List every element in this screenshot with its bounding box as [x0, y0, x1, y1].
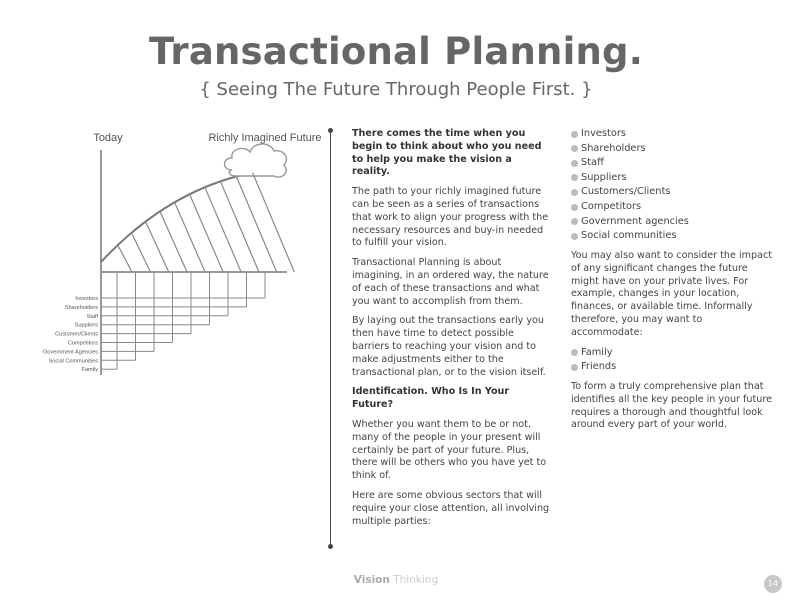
paragraph-private-lives: You may also want to consider the impact of any significant changes the future might have on your private lives. For example, changes in your location, finances, or available time. Informally therefore, you may want to accommodate: — [571, 249, 772, 338]
cloud-icon — [225, 144, 287, 177]
party-label: Investors — [75, 296, 98, 302]
divider-top-dot — [328, 128, 333, 133]
label-today: Today — [93, 132, 123, 144]
party-connector-lines — [101, 272, 265, 369]
transaction-hatch-line — [220, 181, 259, 272]
transaction-hatch-line — [236, 177, 276, 273]
page-number-badge: 14 — [764, 575, 782, 593]
private-list — [571, 347, 776, 374]
intro-paragraph: There comes the time when you begin to think about who you need to help you make the vision a reality. — [352, 128, 542, 178]
text-column-1 — [352, 128, 552, 535]
paragraph-path: The path to your richly imagined future can be seen as a series of transactions that work to align your progress with the necessary resources and buy-in needed to fulfill your vision. — [352, 186, 549, 249]
list-item: Staff — [571, 157, 776, 170]
party-label: Competitors — [67, 340, 98, 347]
party-label: Government Agencies — [42, 349, 98, 356]
transaction-hatch-line — [190, 194, 224, 272]
footer-brand-thinking: Thinking — [393, 574, 439, 586]
text-column-2 — [571, 128, 776, 439]
paragraph-comprehensive: To form a truly comprehensive plan that identifies all the key people in your future requires a thorough and thoughtful look around every part of your world. — [571, 380, 772, 431]
column-divider — [330, 130, 331, 546]
party-label: Social Communities — [48, 358, 98, 365]
list-item: Social communities — [571, 230, 776, 243]
party-label: Family — [81, 367, 98, 374]
list-item: Government agencies — [571, 216, 776, 229]
paragraph-definition: Transactional Planning is about imagining, in an ordered way, the nature of each of these transactions and what you want to accomplish from them. — [352, 257, 549, 307]
footer-brand-vision: Vision — [353, 574, 390, 586]
list-item: Competitors — [571, 201, 776, 214]
transaction-hatch-line — [146, 222, 169, 272]
list-item: Family — [571, 347, 776, 360]
transaction-hatch-line — [175, 202, 206, 272]
party-labels — [43, 296, 98, 373]
section-heading: Identification. Who Is In Your Future? — [352, 386, 510, 411]
paragraph-barriers: By laying out the transactions early you then have time to detect possible barriers to reaching your vision and to make adjustments either to the transactional plan, or to the vision itself. — [352, 315, 546, 378]
list-item: Shareholders — [571, 143, 776, 156]
paragraph-people: Whether you want them to be or not, many of the people in your present will certainly be part of your future. Plus, there will be others who you have yet to think of. — [352, 418, 547, 482]
list-item: Customers/Clients — [571, 186, 776, 199]
transaction-diagram — [0, 118, 330, 388]
page-title: Transactional Planning. — [149, 30, 643, 73]
divider-bottom-dot — [328, 544, 333, 549]
sector-list — [571, 128, 776, 243]
party-label: Suppliers — [74, 322, 98, 329]
party-label: Staff — [86, 313, 98, 320]
footer-brand — [0, 574, 792, 586]
transaction-hatch-line — [253, 173, 295, 272]
party-label: Shareholders — [64, 304, 98, 311]
page-subtitle: { Seeing The Future Through People First. } — [199, 79, 593, 100]
transaction-hatch-line — [118, 245, 132, 272]
label-richly-imagined-future: Richly Imagined Future — [208, 132, 322, 144]
transaction-hatch-line — [205, 187, 241, 272]
list-item: Friends — [571, 361, 776, 374]
list-item: Suppliers — [571, 172, 776, 185]
paragraph-sectors: Here are some obvious sectors that will require your close attention, all involving multiple parties: — [352, 489, 550, 527]
party-label: Customer/Clients — [55, 331, 98, 338]
future-curve — [101, 172, 256, 262]
transaction-hatch-line — [132, 233, 151, 272]
list-item: Investors — [571, 128, 776, 141]
